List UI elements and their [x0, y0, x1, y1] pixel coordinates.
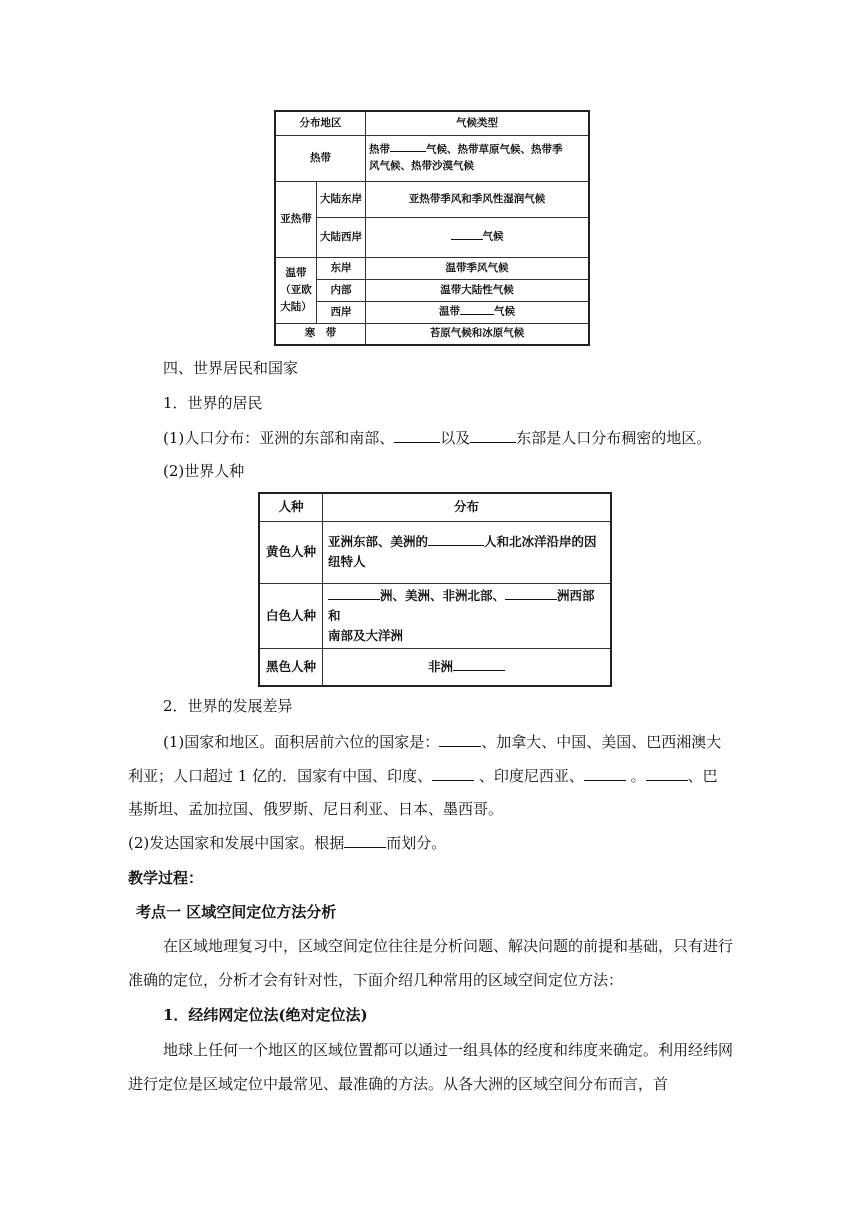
- yellow-race-label: 黄色人种: [259, 521, 323, 583]
- temperate-inner-value: 温带大陆性气候: [366, 279, 590, 301]
- temperate-inner-label: 内部: [317, 279, 366, 301]
- para1-line1: 在区域地理复习中，区域空间定位往往是分析问题、解决问题的前提和基础，只有进行: [163, 937, 734, 955]
- black-race-label: 黑色人种: [259, 648, 323, 686]
- frigid-value: 苔原气候和冰原气候: [366, 323, 590, 345]
- population-line: (1)人口分布：亚洲的东部和南部、 以及 东部是人口分布稠密的地区。: [163, 429, 712, 447]
- para2-line2: 进行定位是区域定位中最常见、最准确的方法。从各大洲的区域空间分布而言，首: [128, 1075, 669, 1093]
- temperate-east-value: 温带季风气候: [366, 257, 590, 279]
- development-line4: (2)发达国家和发展中国家。根据 而划分。: [128, 834, 447, 852]
- temperate-west-value: 温带 气候: [366, 301, 590, 323]
- section4-heading: 四、世界居民和国家: [163, 359, 299, 377]
- race-heading: (2)世界人种: [163, 462, 245, 480]
- header-region: 分布地区: [275, 111, 366, 135]
- temperate-west-label: 西岸: [317, 301, 366, 323]
- development-line1: (1)国家和地区。面积居前六位的国家是： 、加拿大、中国、美国、巴西湘澳大: [163, 733, 722, 751]
- subtropical-east-value: 亚热带季风和季风性湿润气候: [366, 181, 590, 217]
- development-line3: 基斯坦、孟加拉国、俄罗斯、尼日利亚、日本、墨西哥。: [128, 800, 504, 818]
- white-race-value: 洲、美洲、非洲北部、 洲西部和 南部及大洋洲: [323, 583, 612, 648]
- tropical-label: 热带: [275, 135, 366, 181]
- subtropical-label: 亚热带: [275, 181, 317, 257]
- subtropical-west-label: 大陆西岸: [317, 217, 366, 257]
- frigid-label: 寒 带: [275, 323, 366, 345]
- tropical-value: 热带 气候、热带草原气候、热带季 风气候、热带沙漠气候: [366, 135, 590, 181]
- process-title: 教学过程：: [128, 869, 204, 887]
- white-race-label: 白色人种: [259, 583, 323, 648]
- black-race-value: 非洲: [323, 648, 612, 686]
- race-header: 人种: [259, 493, 323, 521]
- development-line2: 利亚；人口超过 1 亿的．国家有中国、印度、 、印度尼西亚、 。 、巴: [128, 767, 718, 785]
- climate-table: [274, 110, 590, 346]
- para1-line2: 准确的定位，分析才会有针对性，下面介绍几种常用的区域空间定位方法：: [128, 971, 624, 989]
- race-table: [258, 492, 612, 687]
- para2-line1: 地球上任何一个地区的区域位置都可以通过一组具体的经度和纬度来确定。利用经纬网: [163, 1041, 734, 1059]
- development-sub2: 2．世界的发展差异: [163, 697, 293, 715]
- temperate-east-label: 东岸: [317, 257, 366, 279]
- yellow-race-value: 亚洲东部、美洲的 人和北冰洋沿岸的因 纽特人: [323, 521, 612, 583]
- section4-sub1: 1．世界的居民: [163, 394, 263, 412]
- point1-heading: 考点一 区域空间定位方法分析: [136, 903, 337, 921]
- header-type: 气候类型: [366, 111, 590, 135]
- subtropical-east-label: 大陆东岸: [317, 181, 366, 217]
- method1-heading: 1．经纬网定位法(绝对定位法): [163, 1006, 368, 1024]
- temperate-label: 温带 （亚欧 大陆）: [275, 257, 317, 323]
- distribution-header: 分布: [323, 493, 612, 521]
- subtropical-west-value: 气候: [366, 217, 590, 257]
